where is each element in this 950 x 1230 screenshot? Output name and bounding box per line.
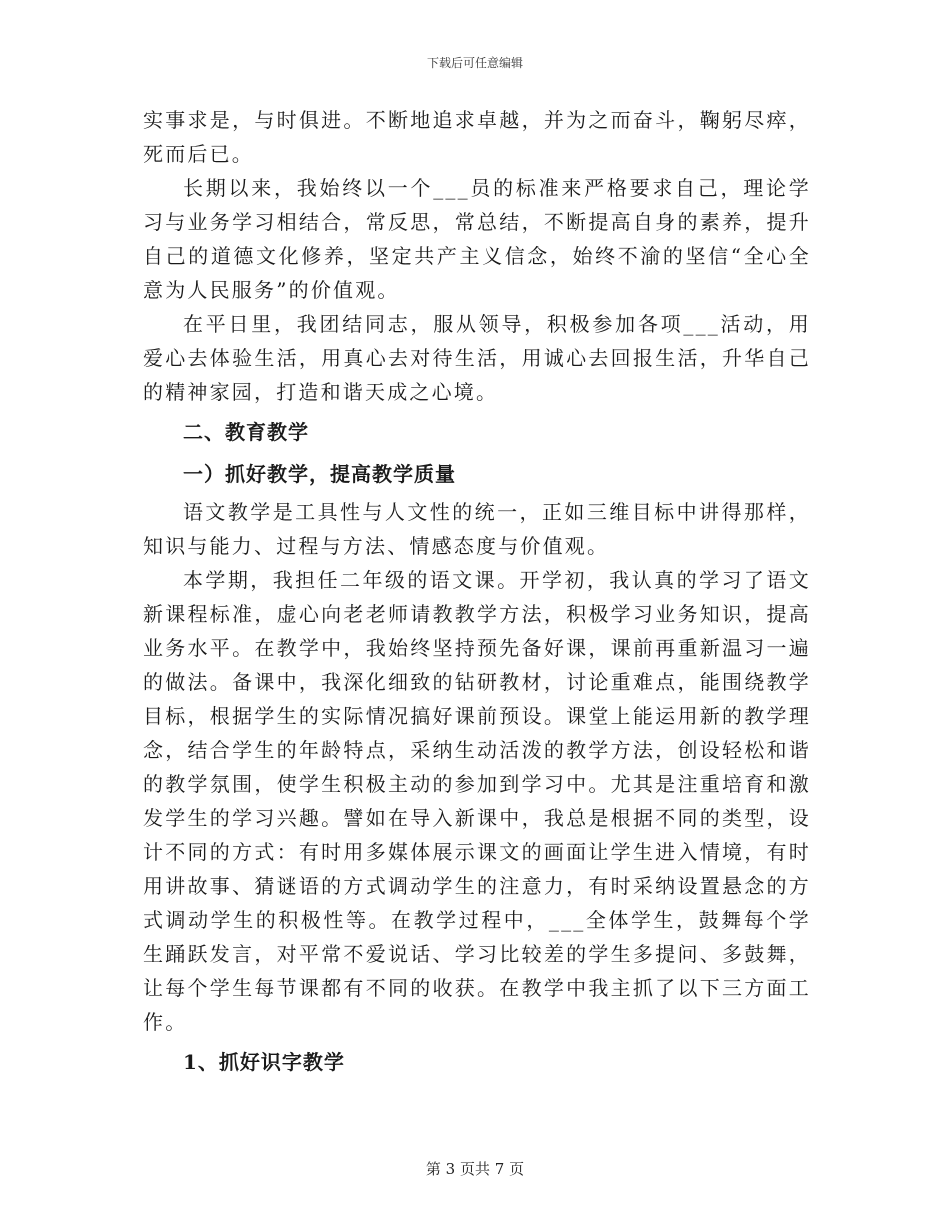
subsection-heading-quality: 一）抓好教学，提高教学质量 [183,462,456,486]
paragraph-chinese-teaching: 语文教学是工具性与人文性的统一，正如三维目标中讲得那样，知识与能力、过程与方法、情感态度与价值观。 [143,500,811,558]
paragraph-daily-life: 在平日里，我团结同志，服从领导，积极参加各项___活动，用爱心去体验生活，用真心去对待生活，用诚心去回报生活，升华自己的精神家园，打造和谐天成之心境。 [143,312,811,404]
item-heading-literacy: 1、抓好识字教学 [183,1050,345,1074]
paragraph-continued: 实事求是，与时俱进。不断地追求卓越，并为之而奋斗，鞠躬尽瘁，死而后已。 [143,108,811,166]
page-footer: 第 3 页共 7 页 [425,1160,525,1178]
document-body [143,103,811,1083]
section-heading-teaching: 二、教育教学 [183,420,309,444]
paragraph-semester: 本学期，我担任二年级的语文课。开学初，我认真的学习了语文新课程标准，虚心向老老师请教教学方法，积极学习业务知识，提高业务水平。在教学中，我始终坚持预先备好课，课前再重新温习一遍的做法。备课中，我深化细致的钻研教材，讨论重难点，能围绕教学目标，根据学生的实际情况搞好课前预设。课堂上能运用新的教学理念，结合学生的年龄特点，采纳生动活泼的教学方法，创设轻松和谐的教学氛围，使学生积极主动的参加到学习中。尤其是注重培育和激发学生的学习兴趣。譬如在导入新课中，我总是根据不同的类型，设计不同的方式：有时用多媒体展示课文的画面让学生进入情境，有时用讲故事、猜谜语的方式调动学生的注意力，有时采纳设置悬念的方式调动学生的积极性等。在教学过程中，___全体学生，鼓舞每个学生踊跃发言，对平常不爱说话、学习比较差的学生多提问、多鼓舞，让每个学生每节课都有不同的收获。在教学中我主抓了以下三方面工作。 [143,568,811,1034]
paragraph-standards: 长期以来，我始终以一个___员的标准来严格要求自己，理论学习与业务学习相结合，常反思，常总结，不断提高自身的素养，提升自己的道德文化修养，坚定共产主义信念，始终不渝的坚信“全心全意为人民服务”的价值观。 [143,176,811,302]
page-header: 下载后可任意编辑 [426,56,523,70]
